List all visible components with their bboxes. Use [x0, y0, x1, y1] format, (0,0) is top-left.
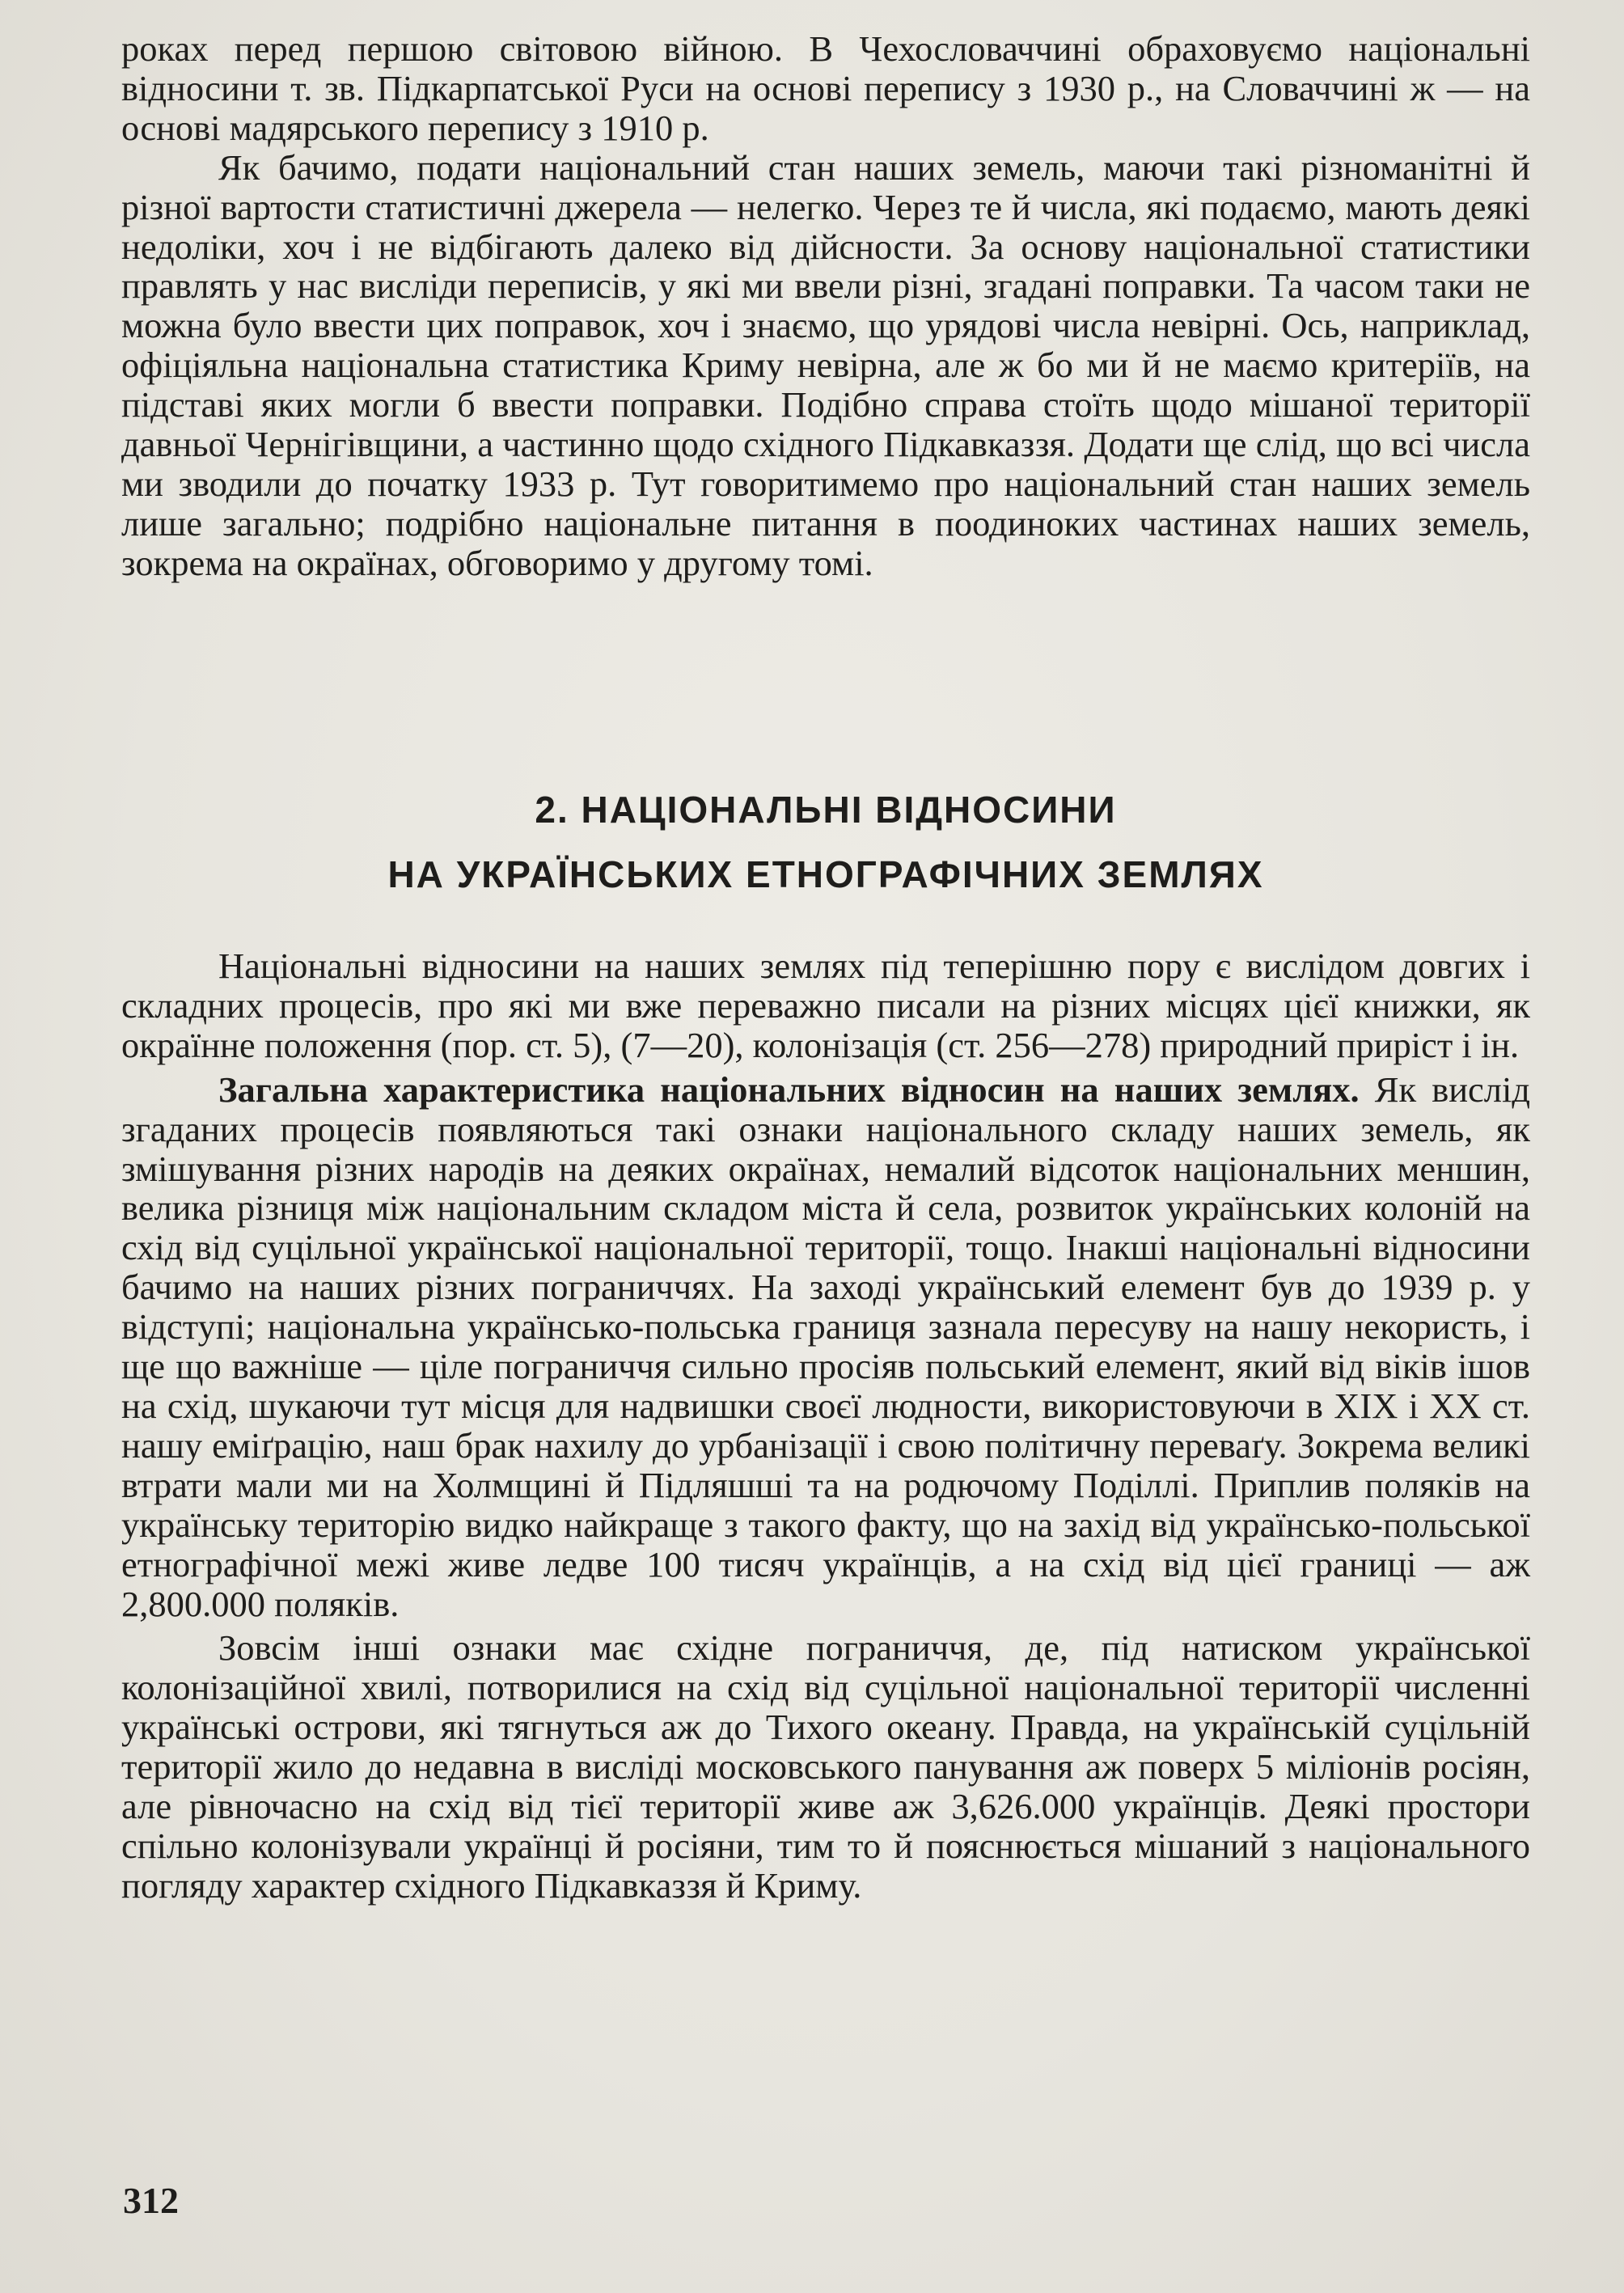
run-in-heading: Загальна характеристика національних відносин на наших землях.: [218, 1068, 1360, 1110]
paragraph-eastern-borderland: Зовсім інші ознаки має східне пограниччя, де, під натиском української колонізаційної хвилі, потворилися на схід від суцільної національної території численні українські острови, які тягнуться аж до Тихого океану. Правда, на українській суцільній території жило до недавна в висліді московського панування аж поверх 5 міліонів росіян, але рівночасно на схід від тієї території живе аж 3,626.000 українців. Деякі простори спільно колонізували українці й росіяни, тим то й пояснюється мішаний з національного погляду характер східного Підкавказзя й Криму.: [121, 1627, 1530, 1906]
section-heading-line-2: НА УКРАЇНСЬКИХ ЕТНОГРАФІЧНИХ ЗЕМЛЯХ: [387, 853, 1264, 895]
page-number: 312: [123, 2180, 179, 2221]
paragraph-continued: роках перед першою світовою війною. В Чехословаччині обраховуємо національні відносини т. зв. Підкарпатської Руси на основі перепису з 1930 р., на Словаччині ж — на основі мадярського перепису з 1910 р.: [121, 28, 1530, 148]
top-text-block: [121, 29, 1530, 583]
bottom-text-block: [121, 946, 1530, 1906]
general-characteristics-text: Як вислід згаданих процесів появляються такі ознаки національного складу наших земель, як змішування різних народів на деяких окраїнах, немалий відсоток національних меншин, велика різниця між національним складом міста й села, розвиток українських колоній на схід від суцільної української національної території, тощо. Інакші національні відносини бачимо на наших різних пограниччях. На заході український елемент був до 1939 р. у відступі; національна українсько-польська границя зазнала пересуву на нашу некористь, і ще що важніше — ціле пограниччя сильно просіяв польський елемент, який від віків ішов на схід, шукаючи тут місця для надвишки своєї людности, використовуючи в XIX і XX ст. нашу еміґрацію, наш брак нахилу до урбанізації і свою політичну переваґу. Зокрема великі втрати мали ми на Холмщині й Підляшші та на родючому Поділлі. Приплив поляків на українську територію видко найкраще з такого факту, що на захід від українсько-польської етнографічної межі живе ледве 100 тисяч українців, а на схід від цієї границі — аж 2,800.000 поляків.: [121, 1068, 1530, 1624]
paragraph-intro: Національні відносини на наших землях під теперішню пору є вислідом довгих і складних процесів, про які ми вже переважно писали на різних місцях цієї книжки, як окраїнне положення (пор. ст. 5), (7—20), колонізація (ст. 256—278) природний приріст і ін.: [121, 946, 1530, 1065]
paragraph-statistics-sources: Як бачимо, подати національний стан наших земель, маючи такі різноманітні й різної вартости статистичні джерела — нелегко. Через те й числа, які подаємо, мають деякі недоліки, хоч і не відбігають далеко від дійсности. За основу національної статистики правлять у нас висліди переписів, у які ми ввели різні, згадані поправки. Та часом таки не можна було ввести цих поправок, хоч і знаємо, що урядові числа невірні. Ось, наприклад, офіціяльна національна статистика Криму невірна, але ж бо ми й не маємо критеріїв, на підставі яких могли б ввести поправки. Подібно справа стоїть щодо мішаної території давньої Чернігівщини, а частинно щодо східного Підкавказзя. Додати ще слід, що всі числа ми зводили до початку 1933 р. Тут говоритимемо про національний стан наших земель лише загально; подрібно національне питання в поодиноких частинах наших земель, зокрема на окраїнах, обговоримо у другому томі.: [121, 146, 1530, 583]
paragraph-general-characteristics: [121, 1070, 1530, 1624]
section-heading-line-1: 2. НАЦІОНАЛЬНІ ВІДНОСИНИ: [535, 789, 1117, 831]
